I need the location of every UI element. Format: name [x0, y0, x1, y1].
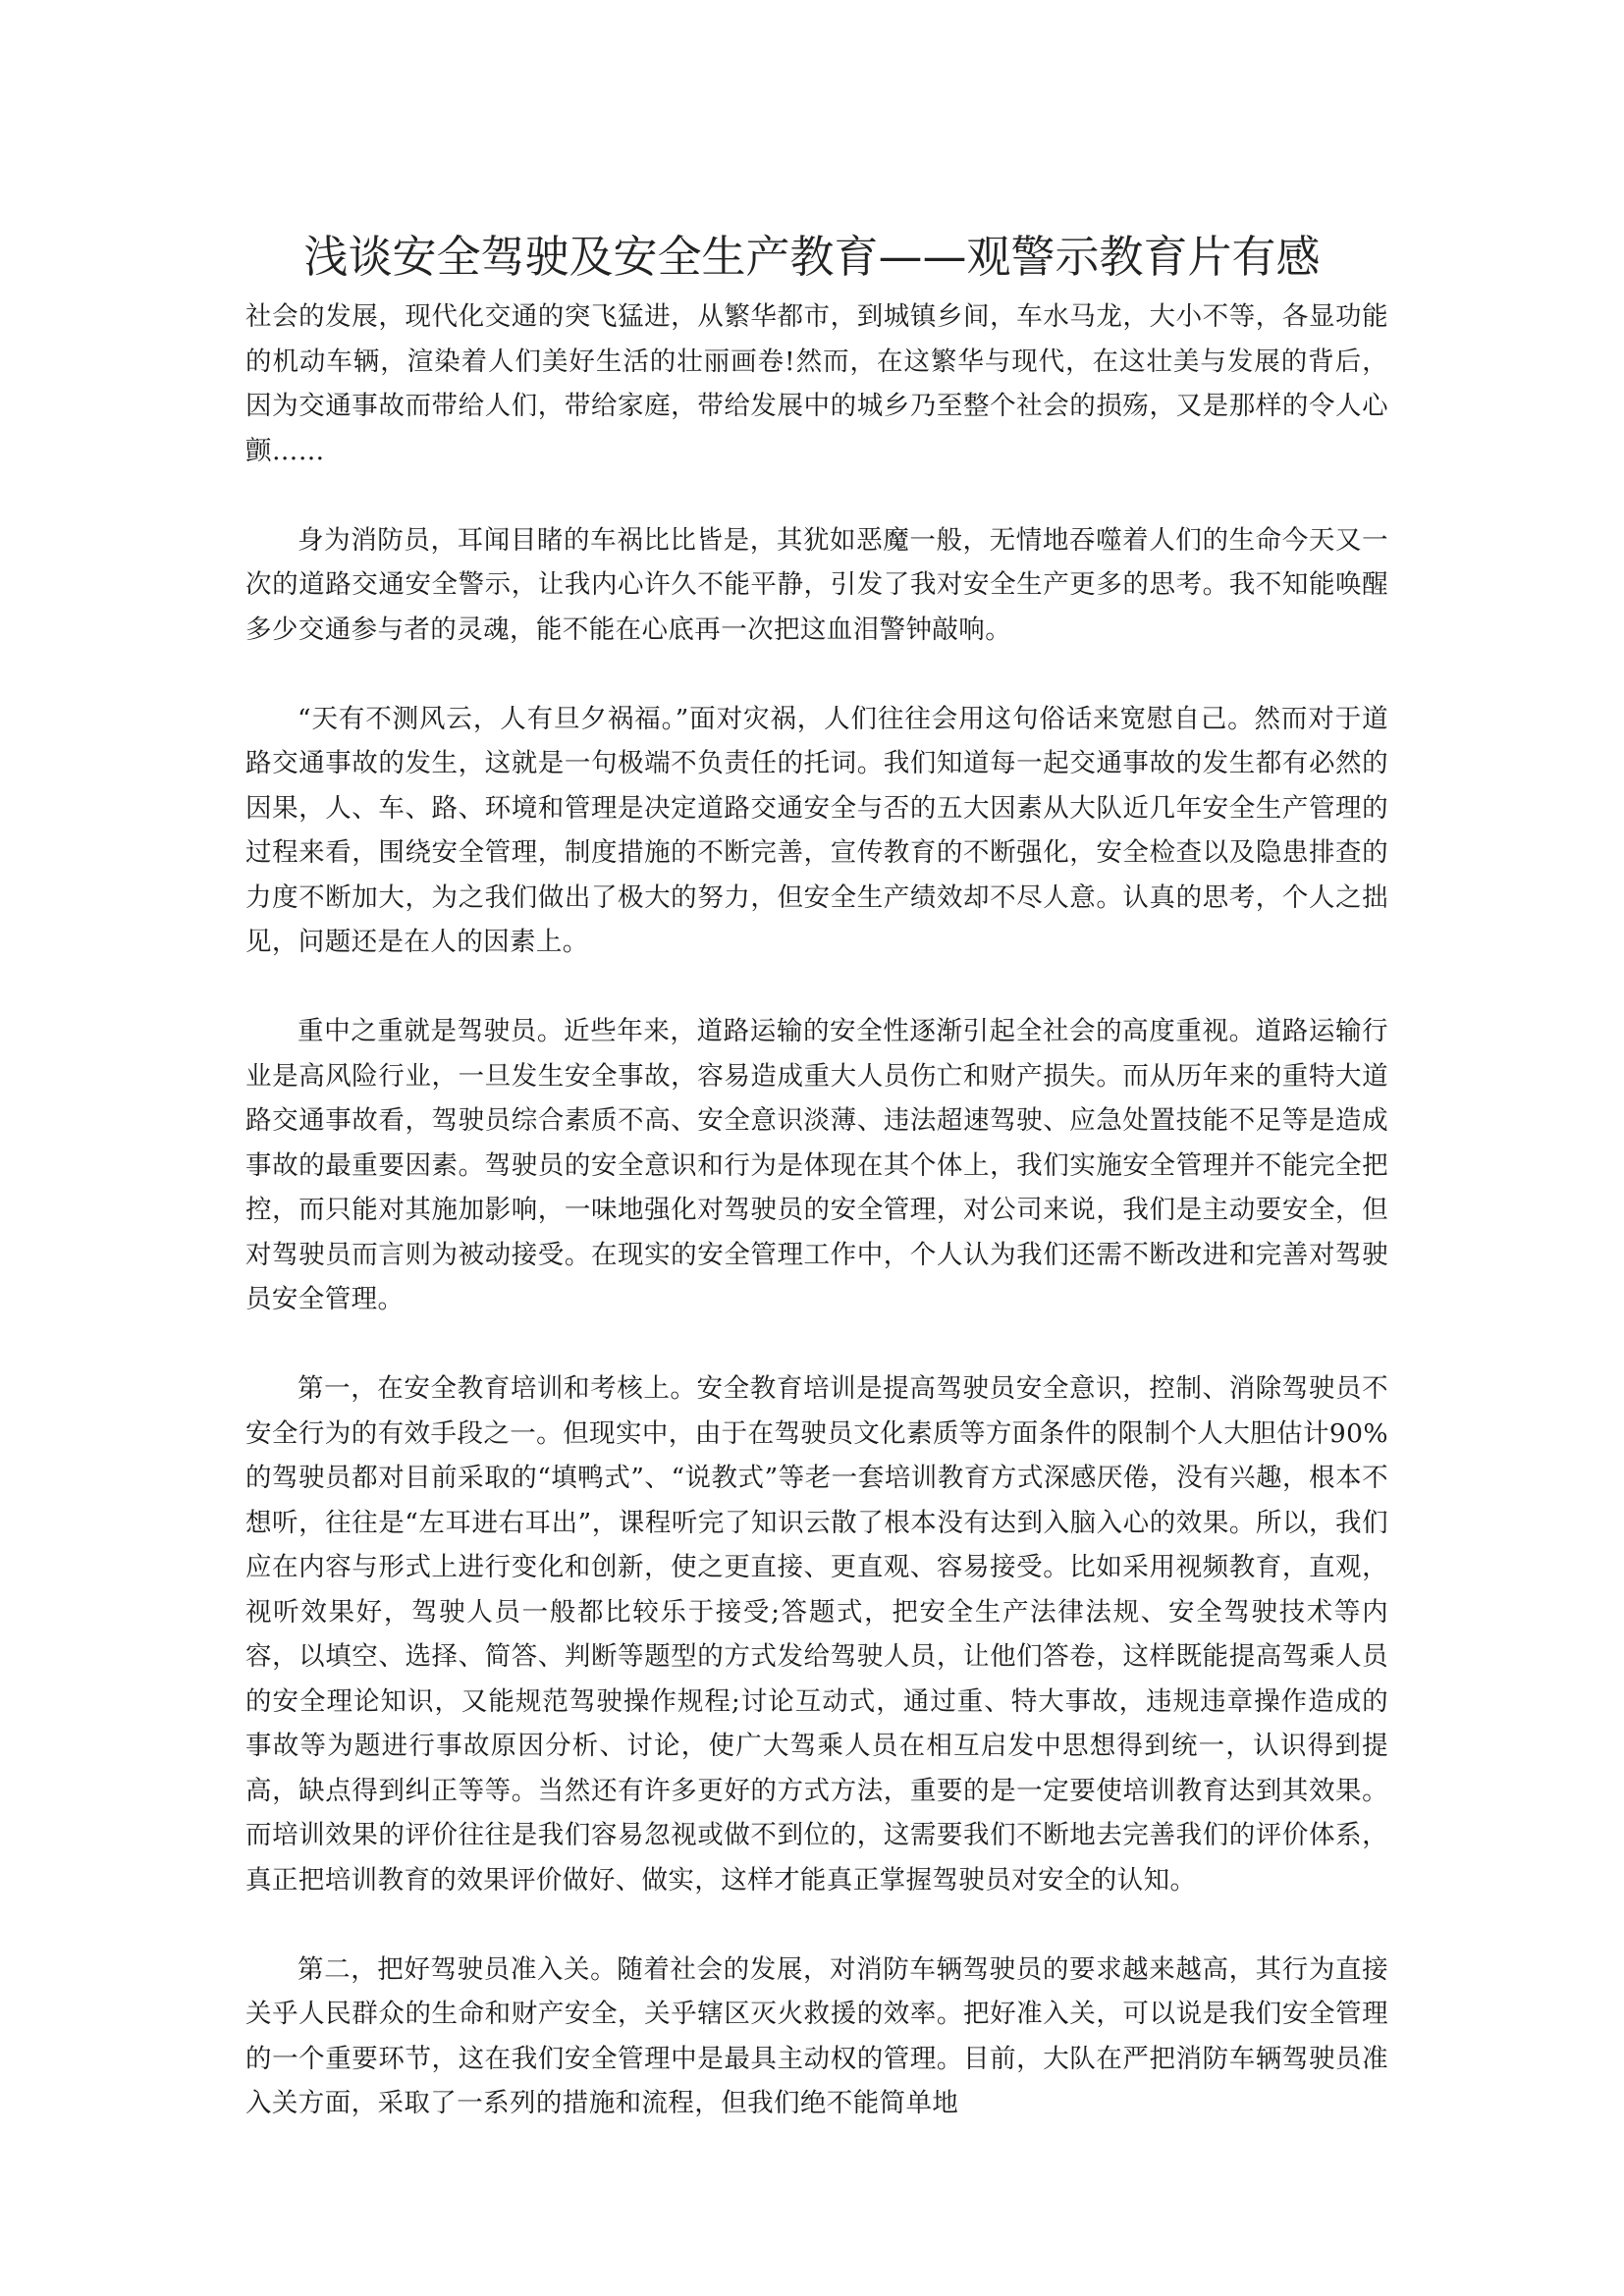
document-title: 浅谈安全驾驶及安全生产教育——观警示教育片有感 [303, 231, 1321, 283]
paragraph-gap [245, 473, 1388, 518]
paragraph-intro: 社会的发展，现代化交通的突飞猛进，从繁华都市，到城镇乡间，车水马龙，大小不等，各显功能的机动车辆，渲染着人们美好生活的壮丽画卷!然而，在这繁华与现代，在这壮美与发展的背后，因为交通事故而带给人们，带给家庭，带给发展中的城乡乃至整个社会的损殇，又是那样的令人心颤…… [245, 301, 1388, 466]
paragraph-first-point: 第一，在安全教育培训和考核上。安全教育培训是提高驾驶员安全意识，控制、消除驾驶员不安全行为的有效手段之一。但现实中，由于在驾驶员文化素质等方面条件的限制个人大胆估计90%的驾驶员都对目前采取的“填鸭式”、“说教式”等老一套培训教育方式深感厌倦，没有兴趣，根本不想听，往往是“左耳进右耳出”，课程听完了知识云散了根本没有达到入脑入心的效果。所以，我们应在内容与形式上进行变化和创新，使之更直接、更直观、容易接受。比如采用视频教育，直观，视听效果好，驾驶人员一般都比较乐于接受;答题式，把安全生产法律法规、安全驾驶技术等内容，以填空、选择、简答、判断等题型的方式发给驾驶人员，让他们答卷，这样既能提高驾乘人员的安全理论知识，又能规范驾驶操作规程;讨论互动式，通过重、特大事故，违规违章操作造成的事故等为题进行事故原因分析、讨论，使广大驾乘人员在相互启发中思想得到统一，认识得到提高，缺点得到纠正等等。当然还有许多更好的方式方法，重要的是一定要使培训教育达到其效果。而培训效果的评价往往是我们容易忽视或做不到位的，这需要我们不断地去完善我们的评价体系，真正把培训教育的效果评价做好、做实，这样才能真正掌握驾驶员对安全的认知。 [245, 1373, 1388, 1896]
document-body [245, 294, 1388, 2126]
paragraph-firefighter: 身为消防员，耳闻目睹的车祸比比皆是，其犹如恶魔一般，无情地吞噬着人们的生命今天又一次的道路交通安全警示，让我内心许久不能平静，引发了我对安全生产更多的思考。我不知能唤醒多少交通参与者的灵魂，能不能在心底再一次把这血泪警钟敲响。 [245, 524, 1388, 645]
paragraph-gap [245, 965, 1388, 1010]
paragraph-gap [245, 1322, 1388, 1367]
paragraph-gap [245, 1902, 1388, 1948]
paragraph-gap [245, 652, 1388, 697]
paragraph-second-point: 第二，把好驾驶员准入关。随着社会的发展，对消防车辆驾驶员的要求越来越高，其行为直接关乎人民群众的生命和财产安全，关乎辖区灭火救援的效率。把好准入关，可以说是我们安全管理的一个重要环节，这在我们安全管理中是最具主动权的管理。目前，大队在严把消防车辆驾驶员准入关方面，采取了一系列的措施和流程，但我们绝不能简单地 [245, 1953, 1388, 2118]
paragraph-driver: 重中之重就是驾驶员。近些年来，道路运输的安全性逐渐引起全社会的高度重视。道路运输行业是高风险行业，一旦发生安全事故，容易造成重大人员伤亡和财产损失。而从历年来的重特大道路交通事故看，驾驶员综合素质不高、安全意识淡薄、违法超速驾驶、应急处置技能不足等是造成事故的最重要因素。驾驶员的安全意识和行为是体现在其个体上，我们实施安全管理并不能完全把控，而只能对其施加影响，一味地强化对驾驶员的安全管理，对公司来说，我们是主动要安全，但对驾驶员而言则为被动接受。在现实的安全管理工作中，个人认为我们还需不断改进和完善对驾驶员安全管理。 [245, 1016, 1388, 1314]
paragraph-proverb: “天有不测风云，人有旦夕祸福。”面对灾祸，人们往往会用这句俗话来宽慰自己。然而对于道路交通事故的发生，这就是一句极端不负责任的托词。我们知道每一起交通事故的发生都有必然的因果，人、车、路、环境和管理是决定道路交通安全与否的五大因素从大队近几年安全生产管理的过程来看，围绕安全管理，制度措施的不断完善，宣传教育的不断强化，安全检查以及隐患排查的力度不断加大，为之我们做出了极大的努力，但安全生产绩效却不尽人意。认真的思考，个人之拙见，问题还是在人的因素上。 [245, 703, 1388, 957]
